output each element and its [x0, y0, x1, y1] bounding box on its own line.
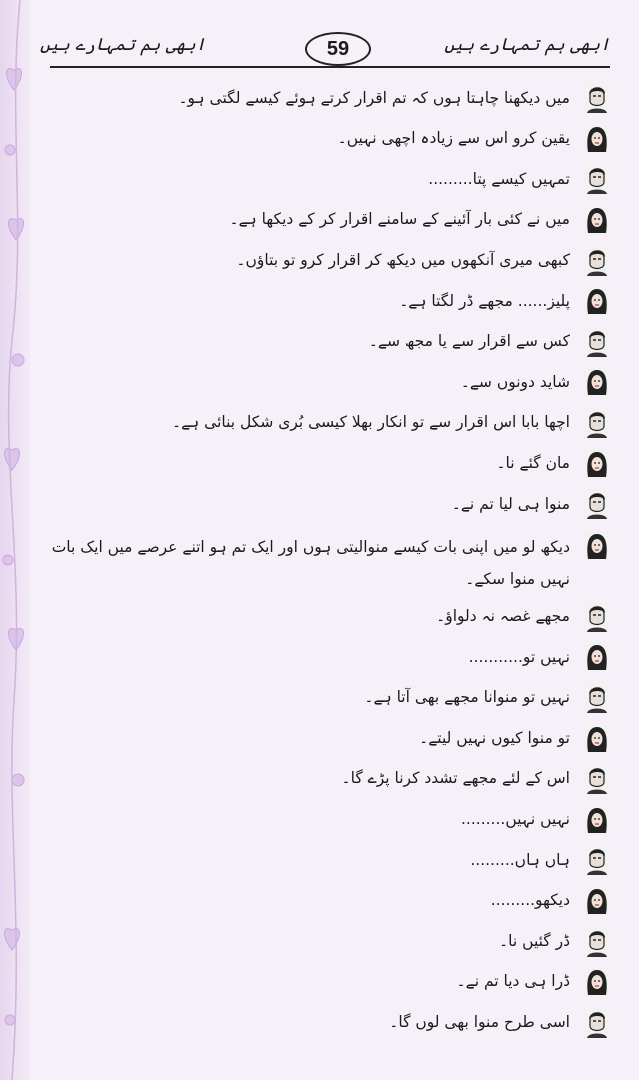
- dialogue-line: [40, 403, 610, 444]
- woman-portrait-icon: [584, 805, 610, 835]
- dialogue-line: [40, 159, 610, 200]
- woman-portrait-icon: [584, 449, 610, 479]
- dialogue-text: نہیں نہیں.........: [460, 810, 570, 829]
- woman-portrait-icon: [584, 967, 610, 997]
- dialogue-text: تمہیں کیسے پتا.........: [428, 169, 570, 188]
- dialogue-text: ڈرا ہی دیا تم نے۔: [456, 972, 570, 991]
- dialogue-line: [40, 281, 610, 322]
- dialogue-text: اچھا بابا اس اقرار سے تو انکار بھلا کیسی بُری شکل بنائی ہے۔: [171, 413, 570, 432]
- man-portrait-icon: [584, 408, 610, 438]
- man-portrait-icon: [584, 683, 610, 713]
- woman-portrait-icon: [584, 724, 610, 754]
- dialogue-line: [40, 119, 610, 160]
- dialogue-text: ڈر گئیں نا۔: [499, 931, 570, 950]
- dialogue-line: [40, 881, 610, 922]
- man-portrait-icon: [584, 246, 610, 276]
- dialogue-text: اس کے لئے مجھے تشدد کرنا پڑے گا۔: [341, 769, 570, 788]
- man-portrait-icon: [584, 927, 610, 957]
- dialogue-line: [40, 443, 610, 484]
- dialogue-text: کس سے اقرار سے یا مجھ سے۔: [368, 332, 570, 351]
- dialogue-text: منوا ہی لیا تم نے۔: [451, 494, 570, 513]
- dialogue-text: شاید دونوں سے۔: [460, 372, 570, 391]
- dialogue-line: [40, 78, 610, 119]
- dialogue-line: [40, 322, 610, 363]
- woman-portrait-icon: [584, 286, 610, 316]
- book-title: ابھی ہم تمہارے ہیں: [40, 35, 206, 55]
- dialogue-text: نہیں تو منوانا مجھے بھی آتا ہے۔: [364, 688, 570, 707]
- dialogue-text: دیکھ لو میں اپنی بات کیسے منوالیتی ہوں اور ایک تم ہو اتنے عرصے میں ایک بات نہیں منوا سکے۔: [51, 537, 570, 589]
- dialogue-line: [40, 200, 610, 241]
- page-number: 59: [305, 32, 371, 66]
- dialogue-line: [40, 597, 610, 638]
- decorative-floral-border: [0, 0, 30, 1080]
- dialogue-text: مجھے غصہ نہ دلواؤ۔: [436, 607, 570, 626]
- dialogue-line: [40, 921, 610, 962]
- dialogue-text: میں نے کئی بار آئینے کے سامنے اقرار کر کے دیکھا ہے۔: [229, 210, 570, 229]
- dialogue-text: دیکھو.........: [490, 891, 570, 910]
- dialogue-line: [40, 1002, 610, 1043]
- dialogue-text: تو منوا کیوں نہیں لیتے۔: [419, 728, 570, 747]
- man-portrait-icon: [584, 83, 610, 113]
- dialogue-line: [40, 525, 610, 597]
- woman-portrait-icon: [584, 642, 610, 672]
- woman-portrait-icon: [584, 886, 610, 916]
- dialogue-line: [40, 962, 610, 1003]
- dialogue-text: کبھی میری آنکھوں میں دیکھ کر اقرار کرو تو بتاؤں۔: [236, 250, 570, 269]
- header-divider: [50, 66, 610, 68]
- dialogue-text: میں دیکھنا چاہتا ہوں کہ تم اقرار کرتے ہوئے کیسے لگتی ہو۔: [178, 88, 570, 107]
- dialogue-text: مان گئے نا۔: [496, 453, 570, 472]
- man-portrait-icon: [584, 327, 610, 357]
- dialogue-line: [40, 678, 610, 719]
- dialogue-line: [40, 637, 610, 678]
- man-portrait-icon: [584, 1008, 610, 1038]
- woman-portrait-icon: [584, 124, 610, 154]
- dialogue-line: [40, 484, 610, 525]
- dialogue-list: [40, 78, 610, 1043]
- man-portrait-icon: [584, 489, 610, 519]
- woman-portrait-icon: [584, 367, 610, 397]
- man-portrait-icon: [584, 764, 610, 794]
- dialogue-line: [40, 840, 610, 881]
- woman-portrait-icon: [584, 531, 610, 561]
- dialogue-text: پلیز...... مجھے ڈر لگتا ہے۔: [399, 291, 570, 310]
- dialogue-text: ہاں ہاں.........: [470, 850, 570, 869]
- man-portrait-icon: [584, 602, 610, 632]
- man-portrait-icon: [584, 845, 610, 875]
- man-portrait-icon: [584, 164, 610, 194]
- chapter-title: ابھی ہم تمہارے ہیں: [444, 35, 610, 55]
- dialogue-text: یقین کرو اس سے زیادہ اچھی نہیں۔: [337, 129, 570, 148]
- woman-portrait-icon: [584, 205, 610, 235]
- dialogue-line: [40, 759, 610, 800]
- dialogue-line: [40, 718, 610, 759]
- dialogue-line: [40, 240, 610, 281]
- page-header: [40, 30, 630, 66]
- dialogue-text: اسی طرح منوا بھی لوں گا۔: [389, 1013, 570, 1032]
- dialogue-line: [40, 362, 610, 403]
- dialogue-line: [40, 800, 610, 841]
- dialogue-text: نہیں تو...........: [468, 647, 570, 666]
